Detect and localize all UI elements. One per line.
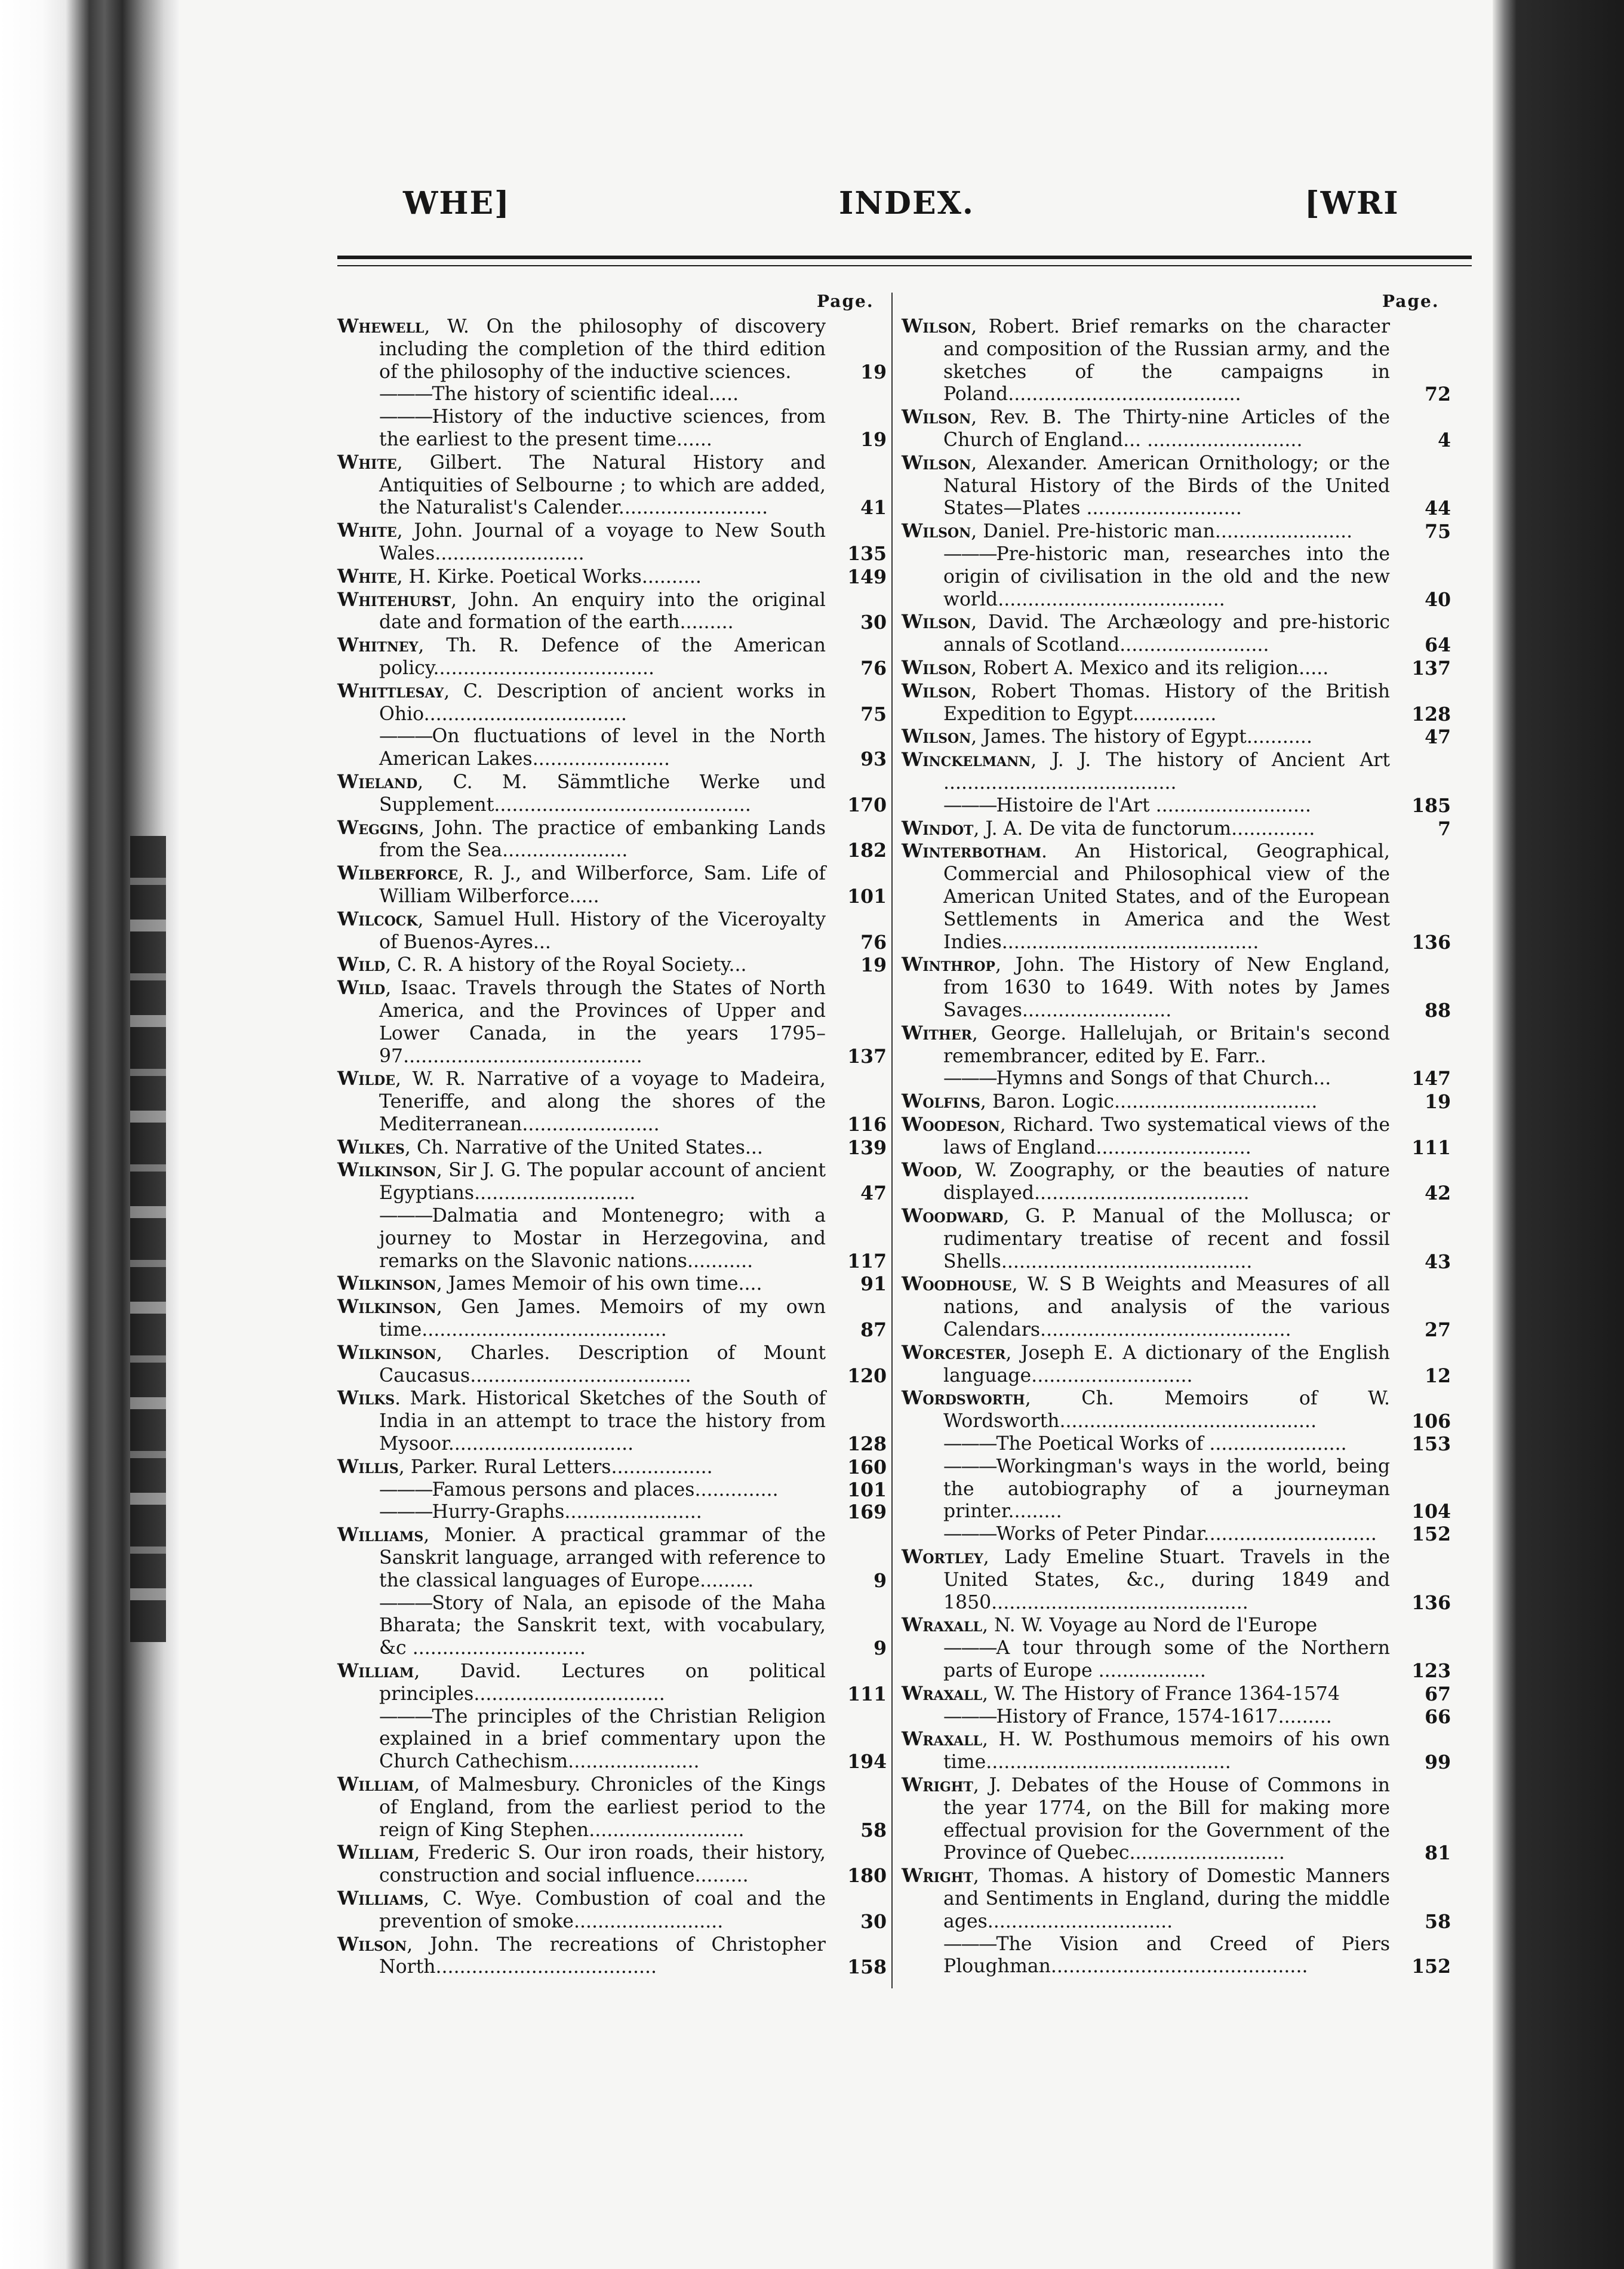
- index-entry: [902, 840, 1451, 954]
- entry-title: , James. The history of Egypt...........: [971, 726, 1312, 748]
- index-entry: [902, 1159, 1451, 1205]
- entry-page-number: 47: [1425, 726, 1451, 749]
- entry-page-number: 81: [1425, 1842, 1451, 1865]
- entry-page-number: 42: [1425, 1182, 1451, 1205]
- entry-title: , of Malmesbury. Chronicles of the Kings of England, from the earliest period to the reign of King Stephen..........................: [379, 1774, 826, 1841]
- index-entry: [902, 1090, 1451, 1114]
- entry-author: Williams: [337, 1524, 424, 1547]
- index-entry: [902, 1706, 1451, 1729]
- entry-page-number: 136: [1411, 931, 1451, 954]
- entry-title: , John. An enquiry into the original date and formation of the earth.........: [379, 589, 826, 634]
- entry-page-number: 67: [1425, 1683, 1451, 1705]
- index-entry: [902, 1546, 1451, 1614]
- entry-page-number: 135: [847, 542, 887, 565]
- entry-title: , C. Description of ancient works in Ohio..................................: [379, 680, 826, 725]
- entry-title: Story of Nala, an episode of the Maha Bharata; the Sanskrit text, with vocabulary, &c .............................: [379, 1592, 826, 1659]
- entry-page-number: 88: [1425, 999, 1451, 1022]
- entry-title: Pre-historic man, researches into the origin of civilisation in the old and the new world......................................: [943, 543, 1390, 610]
- index-entry: [337, 1592, 887, 1660]
- entry-author: Worcester: [902, 1341, 1006, 1364]
- entry-page-number: 7: [1438, 817, 1451, 840]
- entry-page-number: 76: [860, 657, 887, 680]
- index-entry: [337, 862, 887, 908]
- index-column-left: [337, 315, 887, 1979]
- entry-author: Wraxall: [902, 1614, 983, 1637]
- index-entry: [902, 1614, 1451, 1637]
- entry-title: , R. J., and Wilberforce, Sam. Life of William Wilberforce.....: [379, 863, 826, 907]
- entry-author: Wilson: [902, 680, 971, 702]
- entry-page-number: 116: [847, 1113, 887, 1136]
- entry-title: , Charles. Description of Mount Caucasus.....................................: [379, 1342, 826, 1386]
- index-entry: [337, 954, 887, 977]
- index-entry: [902, 1865, 1451, 1933]
- entry-author: Wilcock: [337, 908, 418, 930]
- index-entry: [902, 1774, 1451, 1865]
- entry-author: Wilkes: [337, 1136, 405, 1158]
- entry-author: Williams: [337, 1887, 424, 1910]
- entry-page-number: 104: [1411, 1501, 1451, 1523]
- entry-page-number: 153: [1411, 1433, 1451, 1456]
- index-entry: [902, 1342, 1451, 1388]
- entry-title: The Vision and Creed of Piers Ploughman...........................................: [943, 1933, 1390, 1978]
- entry-author: Wright: [902, 1774, 973, 1796]
- entry-title: , C. Wye. Combustion of coal and the prevention of smoke.........................: [379, 1887, 826, 1932]
- entry-page-number: 64: [1425, 634, 1451, 657]
- entry-author: Wilson: [902, 725, 971, 748]
- entry-page-number: 12: [1425, 1364, 1451, 1387]
- entry-author: Wraxall: [902, 1728, 983, 1751]
- entry-title: , David. The Archæology and pre-historic annals of Scotland.........................: [943, 611, 1390, 656]
- entry-page-number: 101: [847, 1478, 887, 1501]
- entry-page-number: 185: [1411, 794, 1451, 817]
- entry-author: Wilde: [337, 1068, 395, 1090]
- entry-title: , John. The History of New England, from 1630 to 1649. With notes by James Savages.........................: [943, 954, 1390, 1021]
- index-entry: [902, 452, 1451, 520]
- entry-page-number: 91: [860, 1273, 887, 1296]
- entry-title: , Robert Thomas. History of the British Expedition to Egypt..............: [943, 680, 1390, 725]
- entry-page-number: 40: [1425, 588, 1451, 611]
- entry-author: William: [337, 1841, 414, 1864]
- entry-author: White: [337, 451, 397, 474]
- entry-author: Wortley: [902, 1546, 983, 1569]
- entry-author: William: [337, 1660, 414, 1683]
- entry-page-number: 75: [1425, 521, 1451, 543]
- index-entry: [337, 1456, 887, 1479]
- index-entry: [337, 680, 887, 726]
- entry-author: Wilberforce: [337, 862, 459, 885]
- entry-page-number: 137: [847, 1045, 887, 1068]
- entry-author: William: [337, 1773, 414, 1795]
- index-entry: [337, 1136, 887, 1160]
- entry-title: , Alexander. American Ornithology; or the Natural History of the Birds of the United States—Plates ..........................: [943, 452, 1390, 519]
- entry-author: Wilks: [337, 1387, 395, 1410]
- entry-title: Hurry-Graphs.......................: [432, 1501, 702, 1523]
- entry-author: Woodhouse: [902, 1273, 1012, 1296]
- entry-author: Whewell: [337, 315, 425, 337]
- entry-title: On fluctuations of level in the North American Lakes.......................: [379, 725, 826, 770]
- index-entry: [337, 1660, 887, 1706]
- entry-author: Winthrop: [902, 954, 995, 976]
- entry-page-number: 128: [1411, 703, 1451, 725]
- index-entry: [902, 1523, 1451, 1546]
- entry-page-number: 58: [860, 1819, 887, 1841]
- entry-author: Willis: [337, 1455, 399, 1478]
- entry-page-number: 120: [847, 1364, 887, 1387]
- index-entry: [902, 406, 1451, 452]
- index-entry: [902, 954, 1451, 1022]
- entry-author: Wilkinson: [337, 1341, 436, 1364]
- index-entry: [337, 565, 887, 589]
- entry-title: , Monier. A practical grammar of the Sanskrit language, arranged with reference to the classical languages of Europe.........: [379, 1524, 826, 1591]
- index-entry: [902, 611, 1451, 657]
- entry-page-number: 160: [847, 1456, 887, 1478]
- entry-page-number: 194: [847, 1751, 887, 1773]
- entry-title: , W. S B Weights and Measures of all nations, and analysis of the various Calendars..........................................: [943, 1274, 1390, 1341]
- entry-title: , J. Debates of the House of Commons in the year 1774, on the Bill for making more effectual provision for the Government of the Province of Quebec..........................: [943, 1775, 1390, 1864]
- entry-page-number: 117: [847, 1250, 887, 1272]
- entry-title: , David. Lectures on political principles................................: [379, 1661, 826, 1705]
- index-entry: [337, 1068, 887, 1136]
- entry-title: , Sir J. G. The popular account of ancient Egyptians...........................: [379, 1160, 826, 1204]
- entry-author: Winterbotham: [902, 840, 1041, 863]
- index-entry: [902, 315, 1451, 406]
- index-entry: [902, 543, 1451, 611]
- entry-author: Woodeson: [902, 1113, 1000, 1136]
- entry-author: Whitney: [337, 634, 419, 657]
- entry-author: Wilson: [902, 520, 971, 543]
- entry-title: The history of scientific ideal.....: [432, 383, 739, 405]
- entry-author: Windot: [902, 817, 974, 840]
- entry-title: , John. The practice of embanking Lands from the Sea.....................: [379, 817, 826, 862]
- entry-title: , J. A. De vita de functorum..............: [973, 817, 1315, 840]
- entry-title: , Ch. Memoirs of W. Wordsworth...........................................: [943, 1388, 1390, 1432]
- index-entry: [337, 1205, 887, 1272]
- entry-page-number: 19: [860, 954, 887, 977]
- entry-page-number: 123: [1411, 1660, 1451, 1683]
- entry-title: , W. On the philosophy of discovery including the completion of the third edition of the philosophy of the inductive sciences.: [379, 316, 826, 383]
- entry-author: Wilson: [902, 656, 971, 679]
- header-rule-thin: [337, 265, 1472, 266]
- index-entry: [902, 1022, 1451, 1068]
- entry-page-number: 4: [1438, 429, 1451, 451]
- entry-title: Histoire de l'Art ..........................: [996, 794, 1311, 816]
- entry-title: , James Memoir of his own time....: [436, 1273, 762, 1295]
- entry-page-number: 9: [873, 1569, 887, 1592]
- entry-title: , W. R. Narrative of a voyage to Madeira, Teneriffe, and along the shores of the Mediterranean.......................: [379, 1068, 826, 1135]
- index-entry: [902, 1433, 1451, 1456]
- index-column-right: [902, 315, 1451, 1978]
- header-rule-thick: [337, 256, 1472, 259]
- entry-title: The principles of the Christian Religion explained in a brief commentary upon the Church Cathechism......................: [379, 1705, 826, 1773]
- index-entry: [337, 1296, 887, 1342]
- index-entry: [902, 1273, 1451, 1341]
- entry-page-number: 149: [847, 565, 887, 588]
- index-entry: [902, 817, 1451, 841]
- entry-title: , Robert A. Mexico and its religion.....: [971, 657, 1329, 679]
- entry-page-number: 137: [1411, 657, 1451, 680]
- entry-author: Wright: [902, 1865, 973, 1887]
- entry-page-number: 19: [1425, 1091, 1451, 1114]
- index-entry: [337, 1272, 887, 1296]
- entry-author: Wood: [902, 1159, 957, 1182]
- entry-page-number: 47: [860, 1182, 887, 1205]
- entry-page-number: 72: [1425, 383, 1451, 406]
- entry-author: Wordsworth: [902, 1387, 1025, 1410]
- index-entry: [902, 1683, 1451, 1706]
- entry-title: , Rev. B. The Thirty-nine Articles of the Church of England... ..........................: [943, 407, 1390, 451]
- entry-title: , Th. R. Defence of the American policy.....................................: [379, 635, 826, 679]
- index-entry: [337, 1479, 887, 1502]
- entry-title: , H. Kirke. Poetical Works..........: [396, 565, 702, 588]
- entry-title: , Ch. Narrative of the United States...: [404, 1136, 763, 1158]
- entry-author: Whittlesay: [337, 680, 444, 702]
- entry-title: , N. W. Voyage au Nord de l'Europe: [982, 1615, 1318, 1637]
- index-entry: [902, 1933, 1451, 1979]
- entry-page-number: 30: [860, 1910, 887, 1933]
- entry-page-number: 169: [847, 1501, 887, 1524]
- index-entry: [337, 908, 887, 954]
- index-entry: [337, 1841, 887, 1887]
- index-entry: [902, 1456, 1451, 1523]
- entry-title: , John. Journal of a voyage to New South Wales.........................: [379, 520, 826, 564]
- index-entry: [337, 771, 887, 817]
- entry-title: , George. Hallelujah, or Britain's second remembrancer, edited by E. Farr..: [943, 1022, 1390, 1067]
- index-entry: [337, 977, 887, 1068]
- index-entry: [902, 520, 1451, 543]
- index-entry: [337, 1524, 887, 1592]
- index-entry: [337, 589, 887, 635]
- entry-title: , C. M. Sämmtliche Werke und Supplement...........................................: [379, 771, 826, 816]
- column-divider: [891, 293, 893, 1988]
- entry-author: Wilkinson: [337, 1159, 436, 1182]
- entry-title: . An Historical, Geographical, Commercial and Philosophical view of the American United States, and of the European Settlements in America and the West Indies...........................................: [943, 841, 1390, 953]
- page-column-label-right: Page.: [1382, 291, 1440, 311]
- entry-title: , Parker. Rural Letters.................: [398, 1456, 713, 1478]
- entry-author: Wilkinson: [337, 1272, 436, 1295]
- entry-title: , Robert. Brief remarks on the character and composition of the Russian army, and the sketches of the campaigns in Poland.......................................: [943, 316, 1390, 405]
- entry-page-number: 41: [860, 497, 887, 519]
- entry-title: . Mark. Historical Sketches of the South of India in an attempt to trace the history from Mysoor...............................: [379, 1388, 826, 1455]
- index-entry: [902, 749, 1451, 795]
- entry-author: Wilson: [902, 451, 971, 474]
- entry-page-number: 111: [1411, 1136, 1451, 1159]
- index-entry: [337, 634, 887, 680]
- entry-author: Weggins: [337, 816, 419, 839]
- entry-author: Whitehurst: [337, 588, 451, 611]
- entry-page-number: 152: [1411, 1523, 1451, 1546]
- index-entry: [902, 1387, 1451, 1433]
- entry-title: , Baron. Logic..................................: [980, 1091, 1318, 1113]
- index-entry: [337, 1706, 887, 1773]
- entry-page-number: 128: [847, 1433, 887, 1456]
- index-entry: [902, 1068, 1451, 1090]
- entry-title: Dalmatia and Montenegro; with a journey to Mostar in Herzegovina, and remarks on the Slavonic nations...........: [379, 1205, 826, 1272]
- index-entry: [337, 315, 887, 383]
- entry-page-number: 9: [873, 1637, 887, 1660]
- header-left: WHE]: [403, 185, 510, 222]
- entry-title: Works of Peter Pindar.............................: [996, 1523, 1377, 1545]
- entry-page-number: 182: [847, 840, 887, 862]
- entry-title: , C. R. A history of the Royal Society...: [385, 954, 747, 976]
- entry-page-number: 136: [1411, 1591, 1451, 1614]
- index-entry: [337, 1387, 887, 1455]
- entry-page-number: 147: [1411, 1068, 1451, 1090]
- entry-title: , Gilbert. The Natural History and Antiquities of Selbourne ; to which are added, the Naturalist's Calender.........................: [379, 451, 826, 519]
- entry-author: Wilson: [902, 315, 971, 337]
- entry-title: , Samuel Hull. History of the Viceroyalty of Buenos-Ayres...: [379, 908, 826, 953]
- index-entry: [902, 725, 1451, 749]
- header-title: INDEX.: [839, 185, 975, 222]
- entry-page-number: 158: [847, 1956, 887, 1979]
- entry-title: , Gen James. Memoirs of my own time.........................................: [379, 1296, 826, 1341]
- entry-page-number: 19: [860, 361, 887, 383]
- entry-title: , W. Zoography, or the beauties of nature displayed....................................: [943, 1160, 1390, 1204]
- entry-title: , Thomas. A history of Domestic Manners and Sentiments in England, during the middle ages...............................: [943, 1865, 1390, 1932]
- entry-page-number: 139: [847, 1136, 887, 1159]
- entry-author: Wilkinson: [337, 1296, 436, 1318]
- entry-page-number: 152: [1411, 1956, 1451, 1978]
- scan-margin-right: [1493, 0, 1624, 2269]
- entry-title: Famous persons and places..............: [432, 1478, 779, 1501]
- entry-title: , W. The History of France 1364-1574: [982, 1683, 1340, 1705]
- entry-title: History of the inductive sciences, from the earliest to the present time......: [379, 406, 826, 450]
- index-entry: [337, 1501, 887, 1524]
- index-entry: [337, 1159, 887, 1205]
- index-entry: [902, 1114, 1451, 1160]
- entry-page-number: 170: [847, 794, 887, 816]
- entry-page-number: 87: [860, 1319, 887, 1342]
- entry-author: Wither: [902, 1022, 972, 1044]
- index-entry: [337, 1887, 887, 1933]
- entry-title: , Frederic S. Our iron roads, their history, construction and social influence.........: [379, 1842, 826, 1887]
- entry-page-number: 106: [1411, 1410, 1451, 1433]
- entry-title: , John. The recreations of Christopher North.....................................: [379, 1933, 826, 1978]
- entry-page-number: 27: [1425, 1319, 1451, 1342]
- entry-page-number: 93: [860, 748, 887, 771]
- entry-author: Wild: [337, 977, 386, 1000]
- entry-title: , Daniel. Pre-historic man.......................: [971, 521, 1353, 543]
- index-entry: [337, 1342, 887, 1388]
- index-entry: [902, 1637, 1451, 1683]
- entry-author: Wilson: [337, 1933, 407, 1956]
- index-entry: [337, 1773, 887, 1841]
- entry-title: , G. P. Manual of the Mollusca; or rudimentary treatise of recent and fossil Shells..........................................: [943, 1206, 1390, 1272]
- entry-title: History of France, 1574-1617.........: [996, 1705, 1332, 1727]
- entry-page-number: 44: [1425, 497, 1451, 520]
- entry-title: , Lady Emeline Stuart. Travels in the United States, &c., during 1849 and 1850...........................................: [943, 1547, 1390, 1613]
- entry-title: , J. J. The history of Ancient Art .......................................: [943, 749, 1390, 794]
- entry-page-number: 43: [1425, 1250, 1451, 1273]
- index-entry: [337, 725, 887, 771]
- index-entry: [337, 519, 887, 565]
- index-entry: [902, 1728, 1451, 1774]
- entry-page-number: 58: [1425, 1910, 1451, 1933]
- entry-author: Wieland: [337, 770, 418, 793]
- entry-author: Wild: [337, 954, 386, 976]
- entry-page-number: 76: [860, 931, 887, 954]
- index-entry: [902, 657, 1451, 680]
- entry-page-number: 101: [847, 885, 887, 908]
- entry-page-number: 66: [1425, 1705, 1451, 1728]
- book-spine-stamp: [130, 836, 166, 1642]
- entry-page-number: 19: [860, 428, 887, 451]
- entry-author: Woodward: [902, 1205, 1004, 1228]
- entry-page-number: 99: [1425, 1751, 1451, 1774]
- entry-author: Wraxall: [902, 1682, 983, 1705]
- entry-title: , Joseph E. A dictionary of the English language...........................: [943, 1342, 1390, 1386]
- entry-title: , Richard. Two systematical views of the laws of England..........................: [943, 1114, 1390, 1158]
- entry-author: Winckelmann: [902, 749, 1031, 771]
- entry-author: White: [337, 519, 397, 542]
- entry-title: A tour through some of the Northern parts of Europe ..................: [943, 1637, 1390, 1682]
- index-entry: [337, 383, 887, 406]
- entry-title: , Isaac. Travels through the States of North America, and the Provinces of Upper and Lower Canada, in the years 1795–97........................................: [379, 977, 826, 1067]
- entry-page-number: 30: [860, 611, 887, 634]
- index-entry: [902, 680, 1451, 726]
- header-right: [WRI: [1305, 185, 1400, 222]
- entry-author: Wilson: [902, 406, 971, 429]
- entry-author: Wolfins: [902, 1090, 980, 1113]
- entry-page-number: 180: [847, 1865, 887, 1887]
- entry-page-number: 75: [860, 703, 887, 725]
- entry-title: , H. W. Posthumous memoirs of his own time.........................................: [943, 1729, 1390, 1773]
- index-entry: [337, 451, 887, 519]
- entry-author: Wilson: [902, 611, 971, 634]
- entry-author: White: [337, 565, 397, 588]
- entry-title: The Poetical Works of .......................: [996, 1433, 1347, 1455]
- index-entry: [902, 795, 1451, 817]
- entry-title: Workingman's ways in the world, being the autobiography of a journeyman printer.........: [943, 1455, 1390, 1523]
- index-entry: [337, 817, 887, 863]
- entry-page-number: 111: [847, 1683, 887, 1705]
- page-column-label-left: Page.: [817, 291, 874, 311]
- index-entry: [337, 406, 887, 451]
- index-entry: [337, 1933, 887, 1979]
- index-entry: [902, 1205, 1451, 1273]
- entry-title: Hymns and Songs of that Church...: [996, 1068, 1331, 1090]
